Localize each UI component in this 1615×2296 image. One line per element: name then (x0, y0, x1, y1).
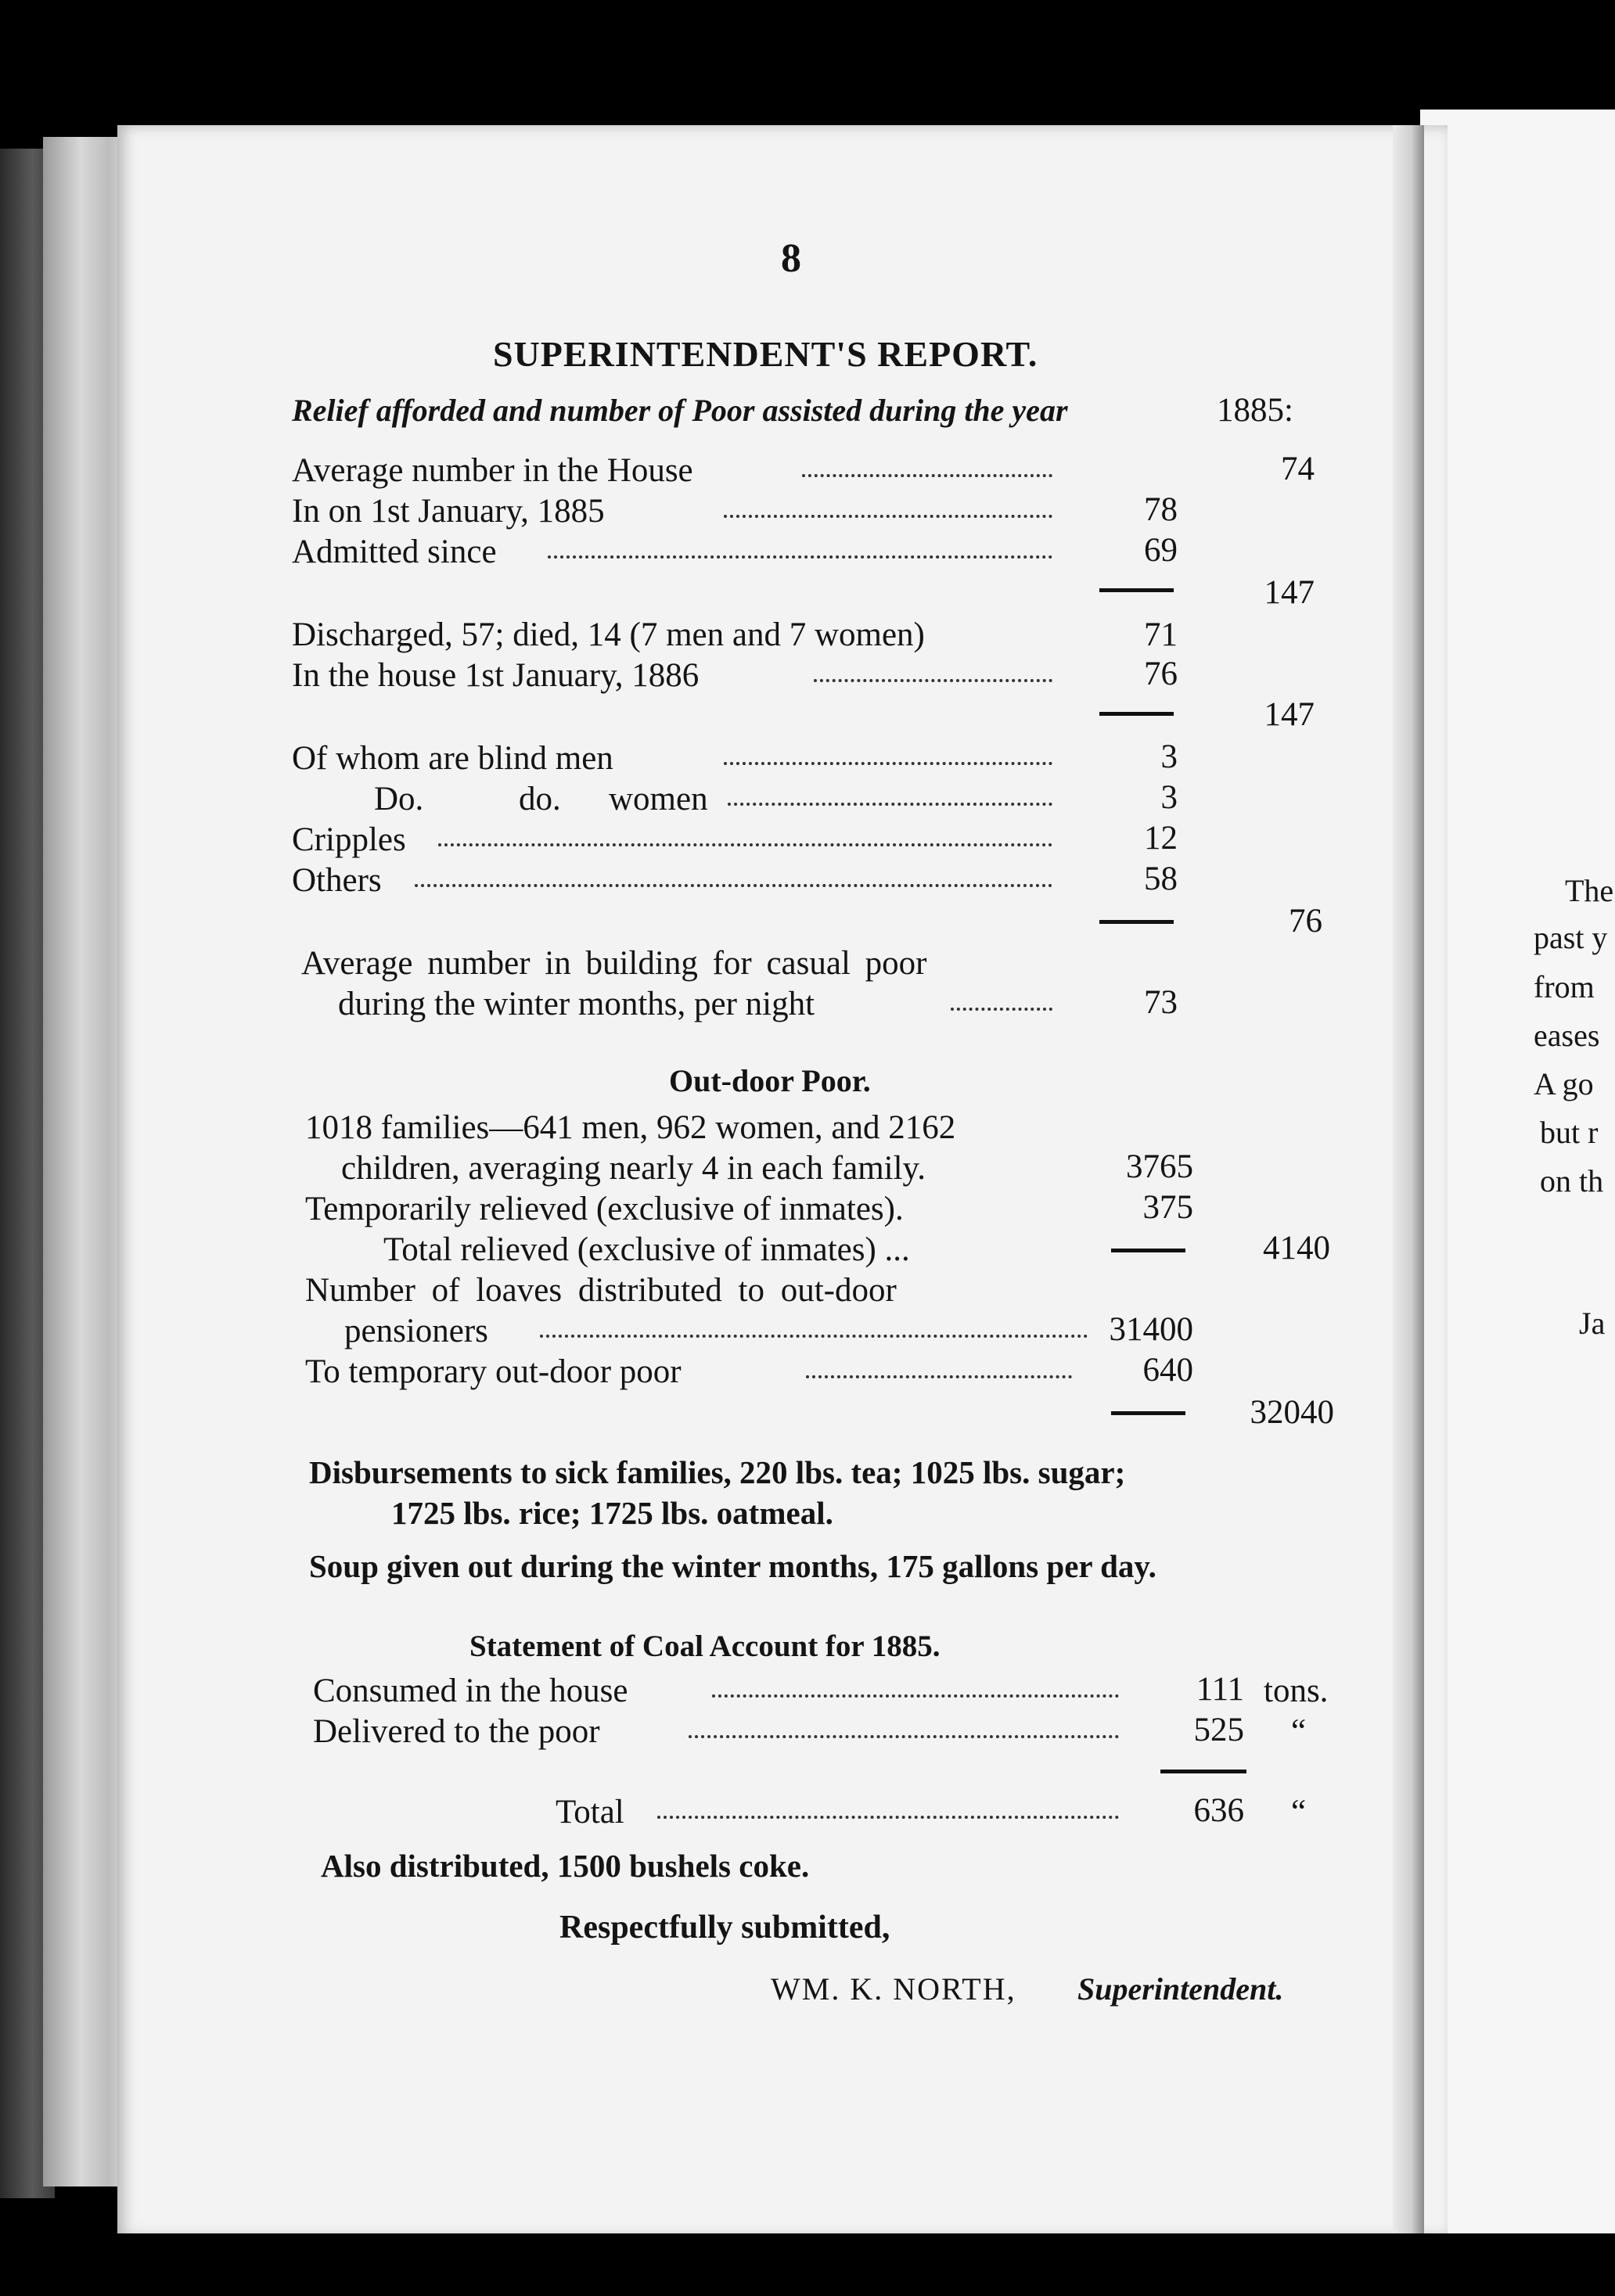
casual-line-1: Average number in building for casual poor (301, 945, 927, 982)
casual-value: 73 (1144, 984, 1178, 1021)
average-house-label: Average number in the House (292, 452, 693, 489)
ditto-mark: “ (1291, 1794, 1307, 1831)
delivered-label: Delivered to the poor (313, 1713, 600, 1750)
loaves-value: 31400 (1109, 1311, 1193, 1348)
others-label: Others (292, 862, 382, 899)
leader-dots (548, 555, 1052, 559)
blind-men-value: 3 (1160, 738, 1178, 775)
ditto-do2-label: do. (519, 781, 561, 817)
discharged-label: Discharged, 57; died, 14 (7 men and 7 women) (292, 616, 925, 653)
bottom-background (0, 2233, 1615, 2296)
page-title: SUPERINTENDENT'S REPORT. (493, 334, 1038, 374)
facing-text-fragment: past y (1534, 920, 1608, 955)
ditto-do-label: Do. (374, 781, 424, 817)
leader-dots (806, 1375, 1072, 1378)
leader-dots (724, 762, 1052, 765)
leader-dots (415, 884, 1052, 887)
cripples-value: 12 (1144, 820, 1178, 857)
facing-text-fragment: on th (1540, 1163, 1604, 1198)
leader-dots (712, 1694, 1119, 1698)
leader-dots (951, 1008, 1052, 1011)
loaves-line-1: Number of loaves distributed to out-door (305, 1272, 897, 1309)
temporarily-label: Temporarily relieved (exclusive of inmates). (305, 1191, 904, 1227)
facing-text-fragment: but r (1540, 1115, 1599, 1150)
report-subtitle: Relief afforded and number of Poor assisted during the year (292, 393, 1068, 428)
consumed-unit: tons. (1264, 1673, 1329, 1709)
in-house-value: 76 (1144, 656, 1178, 692)
casual-line-2: during the winter months, per night (338, 986, 815, 1022)
admitted-value: 69 (1144, 532, 1178, 569)
total-relieved-value: 4140 (1263, 1230, 1330, 1267)
disbursements-line-2: 1725 lbs. rice; 1725 lbs. oatmeal. (391, 1495, 833, 1531)
sum-rule (1111, 1249, 1185, 1252)
women-label: women (609, 781, 708, 817)
respectfully-submitted: Respectfully submitted, (559, 1910, 890, 1946)
coke-line: Also distributed, 1500 bushels coke. (321, 1848, 810, 1884)
admitted-label: Admitted since (292, 534, 497, 570)
leader-dots (728, 803, 1052, 806)
total-relieved-label: Total relieved (exclusive of inmates) ... (383, 1231, 910, 1268)
others-value: 58 (1144, 861, 1178, 897)
leader-dots (689, 1735, 1119, 1738)
blind-women-value: 3 (1160, 779, 1178, 816)
consumed-value: 111 (1196, 1671, 1244, 1708)
leader-dots (802, 474, 1052, 477)
temporarily-value: 375 (1142, 1189, 1193, 1226)
families-line-2: children, averaging nearly 4 in each family. (341, 1150, 926, 1187)
leader-dots (724, 515, 1052, 518)
leader-dots (657, 1816, 1119, 1819)
coal-heading: Statement of Coal Account for 1885. (469, 1629, 941, 1663)
report-year: 1885: (1217, 392, 1293, 429)
in-on-value: 78 (1144, 491, 1178, 528)
loaves-total: 32040 (1250, 1394, 1334, 1431)
signer-title: Superintendent. (1077, 1971, 1284, 2007)
disbursements-line-1: Disbursements to sick families, 220 lbs. tea; 1025 lbs. sugar; (309, 1454, 1126, 1490)
subtotal-classes: 76 (1289, 903, 1322, 940)
blind-men-label: Of whom are blind men (292, 740, 613, 777)
soup-line: Soup given out during the winter months, 175 gallons per day. (309, 1548, 1156, 1584)
subtotal-discharged: 147 (1264, 696, 1315, 733)
facing-text-fragment: Ja (1579, 1306, 1606, 1341)
discharged-value: 71 (1144, 616, 1178, 653)
ditto-mark: “ (1291, 1713, 1307, 1750)
sum-rule (1099, 588, 1174, 592)
facing-text-fragment: eases (1534, 1018, 1600, 1053)
leader-dots (814, 679, 1052, 682)
families-value: 3765 (1126, 1148, 1193, 1185)
coal-total-value: 636 (1193, 1792, 1244, 1829)
sum-rule (1099, 712, 1174, 716)
sum-rule (1111, 1411, 1185, 1415)
cripples-label: Cripples (292, 821, 406, 858)
facing-text-fragment: A go (1534, 1066, 1594, 1101)
coal-total-label: Total (556, 1794, 624, 1831)
signer-name: WM. K. NORTH, (771, 1971, 1016, 2007)
outdoor-heading: Out-door Poor. (669, 1063, 871, 1098)
leader-dots (540, 1335, 1088, 1338)
in-on-label: In on 1st January, 1885 (292, 493, 605, 530)
subtotal-admitted: 147 (1264, 574, 1315, 611)
temporary-poor-label: To temporary out-door poor (305, 1353, 682, 1390)
in-house-label: In the house 1st January, 1886 (292, 657, 700, 694)
average-house-value: 74 (1281, 451, 1315, 487)
page-number: 8 (781, 236, 801, 281)
loaves-line-2: pensioners (344, 1313, 488, 1349)
delivered-value: 525 (1193, 1712, 1244, 1748)
facing-text-fragment: from (1534, 969, 1595, 1004)
sum-rule (1099, 920, 1174, 924)
page-gutter-shadow (1393, 125, 1424, 2237)
leader-dots (438, 843, 1052, 846)
consumed-label: Consumed in the house (313, 1673, 628, 1709)
families-line-1: 1018 families—641 men, 962 women, and 2162 (305, 1109, 956, 1146)
temporary-poor-value: 640 (1142, 1352, 1193, 1389)
sum-rule (1160, 1770, 1246, 1773)
facing-text-fragment: The (1565, 873, 1614, 908)
